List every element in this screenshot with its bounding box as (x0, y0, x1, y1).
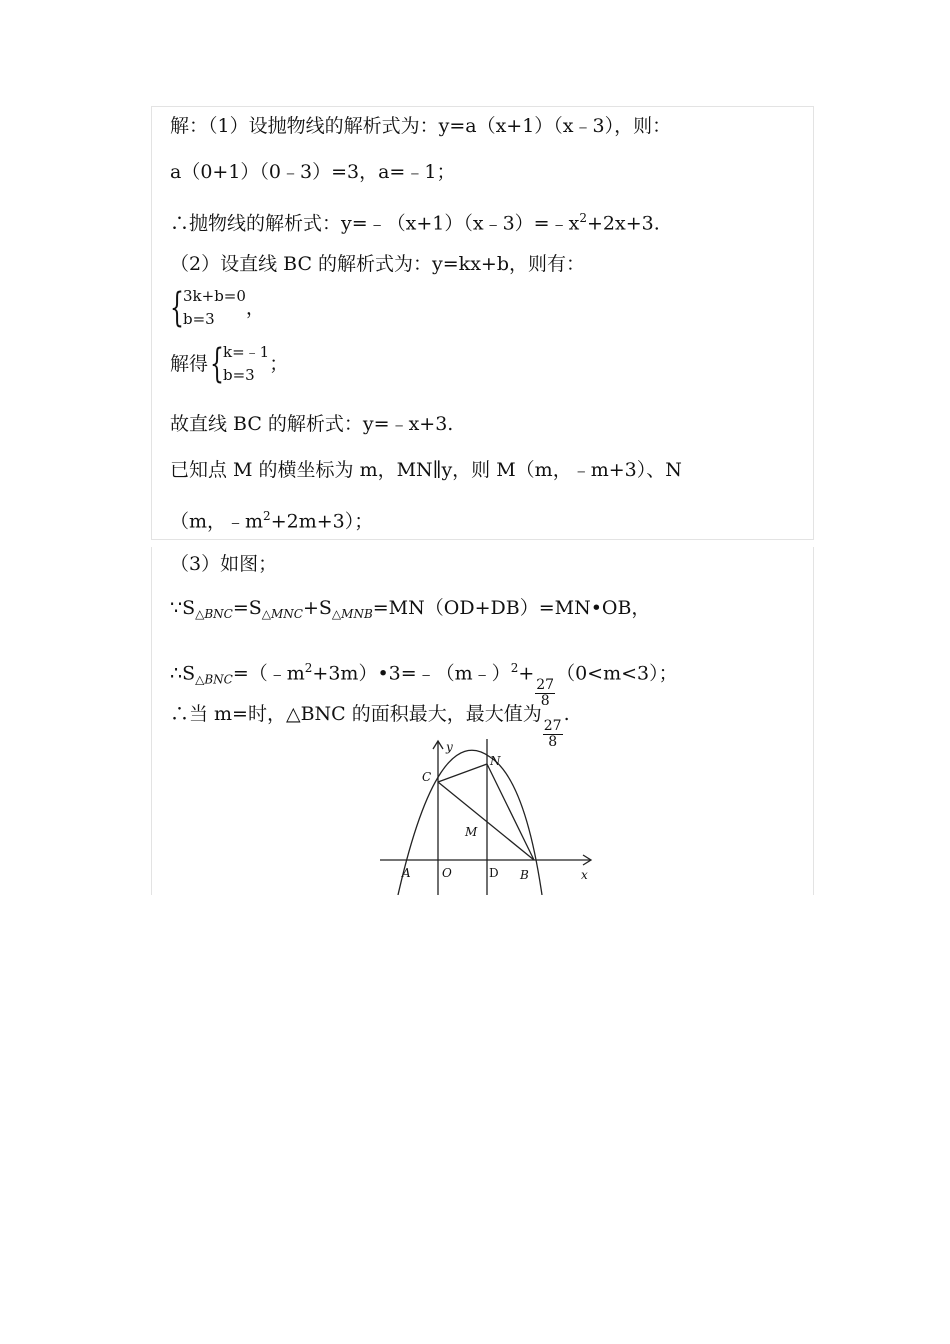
area-plus: +S (302, 597, 332, 619)
solution-panel-2 (151, 547, 814, 895)
system2-row1: k=﹣1 (223, 343, 270, 361)
expr-middle2: +3m）•3=﹣（m﹣） (312, 662, 511, 685)
segment-nb (487, 764, 534, 860)
conclusion-fraction: $\frac{27}{8}$ (543, 718, 562, 750)
label-o: O (442, 866, 452, 880)
expr-middle: =（﹣m (232, 662, 305, 685)
area-sub-bnc: △BNC (195, 607, 233, 621)
part1-line2: a（0+1）（0﹣3）=3，a=﹣1； (170, 161, 456, 183)
area-decomposition-line (170, 595, 650, 627)
conclusion-text: ∴当 m=时，△BNC 的面积最大，最大值为 (170, 703, 542, 725)
label-d: D (489, 866, 499, 880)
label-b: B (520, 868, 529, 882)
expr-fraction: $\frac{27}{8}$ (536, 677, 555, 710)
line-n-coordinates (170, 503, 373, 534)
part2-line1: （2）设直线 BC 的解析式为：y=kx+b，则有： (170, 253, 585, 275)
solve-label: 解得 (170, 352, 209, 375)
expr-therefore: ∴S (170, 662, 196, 685)
expr-sup1: 2 (304, 661, 313, 675)
label-n: N (490, 754, 501, 768)
parabola-figure (380, 739, 600, 895)
system2-row2: b=3 (223, 366, 255, 384)
system1-row2: b=3 (183, 310, 215, 328)
line-bc-equation: 故直线 BC 的解析式：y=﹣x+3. (170, 413, 454, 435)
solution-panel-1 (151, 106, 814, 540)
system1-row1: 3k+b=0 (183, 287, 246, 305)
area-because: ∵S (170, 597, 196, 619)
line-n-suffix: +2m+3）； (270, 510, 374, 533)
part1-line3-sup: 2 (579, 211, 587, 225)
part3-line1: （3）如图； (170, 553, 278, 575)
label-y: y (446, 740, 453, 754)
area-eq1: =S (232, 597, 262, 619)
label-x: x (581, 868, 588, 882)
part1-line1: 解：（1）设抛物线的解析式为：y=a（x+1）（x﹣3），则： (170, 115, 672, 137)
part1-line3-suffix: +2x+3. (586, 212, 660, 235)
area-sub-mnb: △MNB (331, 607, 373, 621)
line-n-sup: 2 (263, 509, 271, 523)
equation-system-1: { 3k+b=0 b=3 ， (170, 285, 265, 331)
equation-system-2: 解得 { k=﹣1 b=3 ； (170, 341, 289, 387)
expr-range: （0<m<3）； (556, 662, 678, 685)
expr-sub-bnc: △BNC (195, 672, 233, 687)
area-sub-mnc: △MNC (261, 607, 303, 621)
system2-tail: ； (269, 352, 289, 375)
segment-cb (438, 782, 534, 860)
system1-tail: ， (245, 296, 265, 319)
expr-plus: + (518, 662, 535, 685)
part1-line3-prefix: ∴抛物线的解析式：y=﹣（x+1）（x﹣3）=﹣x (170, 212, 580, 235)
area-rest: =MN（OD+DB）=MN•OB， (372, 597, 651, 619)
label-m: M (465, 825, 478, 839)
part1-line3 (170, 205, 660, 236)
line-mn: 已知点 M 的横坐标为 m，MN∥y，则 M（m，﹣m+3）、N (170, 459, 682, 481)
conclusion-end: . (563, 703, 570, 725)
line-n-prefix: （m，﹣m (170, 510, 264, 533)
label-c: C (422, 770, 432, 784)
label-a: A (402, 866, 411, 880)
expr-sup2: 2 (510, 661, 519, 675)
